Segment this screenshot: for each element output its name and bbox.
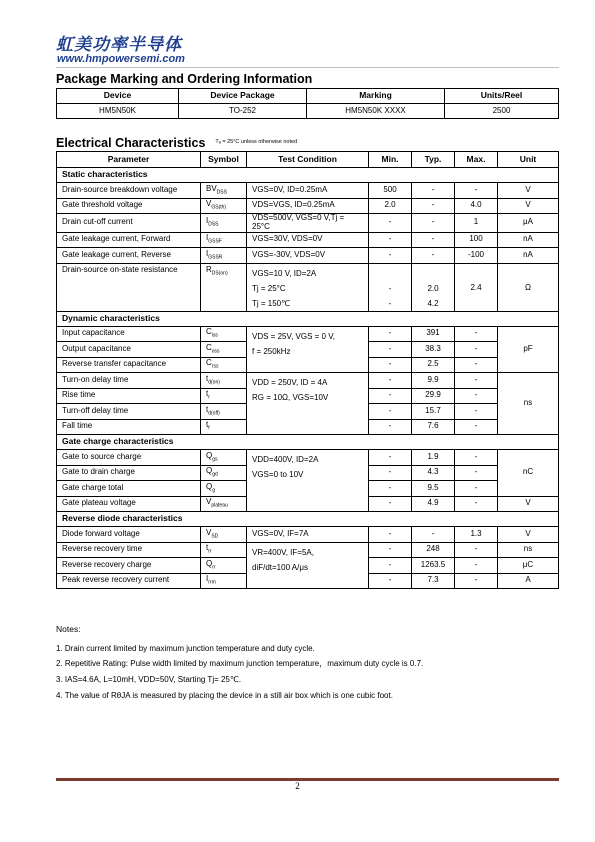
unit-cell: μA: [498, 214, 559, 233]
unit-cell: ns: [498, 373, 559, 435]
min-cell: -: [369, 558, 412, 574]
electrical-condition: Tₐ = 25°C unless otherwise noted: [215, 139, 298, 145]
table-row: [57, 183, 559, 199]
max-cell: -: [455, 388, 498, 404]
typ-cell: -: [412, 232, 455, 248]
symbol-subscript: plateau: [211, 502, 228, 509]
symbol-cell: [201, 465, 247, 481]
min-cell: -: [369, 481, 412, 497]
symbol-main: Q: [206, 558, 213, 568]
test-condition-cell: VGS=30V, VDS=0V: [247, 232, 369, 248]
unit-cell: A: [498, 573, 559, 589]
parameter-cell: Gate to source charge: [57, 450, 201, 466]
unit-cell: pF: [498, 326, 559, 373]
typ-cell: -: [412, 198, 455, 214]
test-condition-line: VR=400V, IF=5A,: [252, 547, 314, 557]
typ-cell: [412, 263, 455, 311]
section-static: [57, 168, 559, 183]
ordering-col-units: Units/Reel: [445, 89, 559, 104]
symbol-subscript: r: [208, 394, 210, 401]
section-reverse-diode-label: Reverse diode characteristics: [57, 512, 559, 527]
table-row: [57, 198, 559, 214]
min-cell: -: [369, 465, 412, 481]
symbol-subscript: DS(on): [211, 270, 228, 277]
symbol-cell: [201, 542, 247, 558]
symbol-cell: [201, 527, 247, 543]
table-row: [57, 527, 559, 543]
typ-cell: -: [412, 214, 455, 233]
symbol-cell: [201, 404, 247, 420]
table-row: [57, 542, 559, 558]
min-cell: -: [369, 232, 412, 248]
min-cell-value: -: [388, 298, 392, 308]
symbol-main: t: [206, 373, 209, 383]
parameter-cell: Drain cut-off current: [57, 214, 201, 233]
symbol-main: V: [206, 199, 212, 209]
symbol-main: I: [206, 216, 209, 226]
unit-cell: nA: [498, 248, 559, 264]
test-condition-line: RG = 10Ω, VGS=10V: [252, 393, 329, 403]
parameter-cell: Diode forward voltage: [57, 527, 201, 543]
typ-cell: 248: [412, 542, 455, 558]
typ-cell-value: 4.2: [427, 298, 439, 308]
unit-cell: V: [498, 183, 559, 199]
symbol-cell: [201, 214, 247, 233]
parameter-cell: Drain-source on-state resistance: [57, 263, 201, 311]
min-cell: -: [369, 542, 412, 558]
symbol-main: t: [206, 543, 209, 553]
min-cell: -: [369, 573, 412, 589]
test-condition-cell: [247, 450, 369, 512]
symbol-main: V: [206, 527, 212, 537]
typ-cell: 29.9: [412, 388, 455, 404]
parameter-cell: Gate threshold voltage: [57, 198, 201, 214]
parameter-cell: Gate leakage current, Reverse: [57, 248, 201, 264]
company-name: 虹美功率半导体: [56, 35, 182, 55]
typ-cell: 38.3: [412, 342, 455, 358]
parameter-cell: Peak reverse recovery current: [57, 573, 201, 589]
min-cell: -: [369, 450, 412, 466]
header-divider: [56, 67, 559, 68]
symbol-main: C: [206, 327, 212, 337]
typ-cell: -: [412, 183, 455, 199]
parameter-cell: Fall time: [57, 419, 201, 435]
symbol-cell: [201, 326, 247, 342]
max-cell: -: [455, 558, 498, 574]
min-cell: -: [369, 373, 412, 389]
symbol-main: Q: [206, 450, 213, 460]
page-number: 2: [295, 781, 300, 791]
typ-cell: 2.5: [412, 357, 455, 373]
col-parameter: Parameter: [57, 152, 201, 168]
test-condition-cell: VGS=0V, IF=7A: [247, 527, 369, 543]
ordering-col-marking: Marking: [307, 89, 445, 104]
parameter-cell: Input capacitance: [57, 326, 201, 342]
max-cell: -: [455, 342, 498, 358]
symbol-main: BV: [206, 183, 217, 193]
typ-cell: 4.9: [412, 496, 455, 512]
unit-cell: μC: [498, 558, 559, 574]
min-cell-value: -: [388, 283, 392, 293]
symbol-cell: [201, 263, 247, 311]
min-cell: -: [369, 326, 412, 342]
typ-cell: 9.5: [412, 481, 455, 497]
col-max: Max.: [455, 152, 498, 168]
parameter-cell: Rise time: [57, 388, 201, 404]
test-condition-line: VDD=400V, ID=2A: [252, 455, 319, 465]
min-cell: -: [369, 248, 412, 264]
min-cell: 2.0: [369, 198, 412, 214]
symbol-subscript: rr: [212, 564, 216, 571]
col-min: Min.: [369, 152, 412, 168]
unit-cell: V: [498, 527, 559, 543]
notes: [56, 622, 559, 704]
symbol-subscript: d(off): [208, 410, 220, 417]
test-condition-line: f = 250kHz: [252, 346, 291, 356]
max-cell: -: [455, 450, 498, 466]
ordering-row: [57, 104, 559, 119]
symbol-main: I: [206, 248, 209, 258]
symbol-cell: [201, 373, 247, 389]
note-item: 2. Repetitive Rating: Pulse width limited by maximum junction temperature，maximum duty cycle is 0.7.: [56, 659, 424, 669]
ordering-title: Package Marking and Ordering Information: [56, 72, 313, 86]
typ-cell: 391: [412, 326, 455, 342]
section-dynamic-label: Dynamic characteristics: [57, 311, 559, 326]
symbol-subscript: f: [208, 425, 210, 432]
note-item: 1. Drain current limited by maximum junction temperature and duty cycle.: [56, 643, 315, 653]
symbol-subscript: DSS: [216, 189, 227, 196]
test-condition-line: Tj = 25°C: [252, 283, 286, 293]
unit-cell: V: [498, 198, 559, 214]
section-gate-charge: [57, 435, 559, 450]
test-condition-line: VDS = 25V, VGS = 0 V,: [252, 331, 336, 341]
section-gate-charge-label: Gate charge characteristics: [57, 435, 559, 450]
max-cell: 4.0: [455, 198, 498, 214]
typ-cell-value: 2.0: [427, 283, 439, 293]
note-item: 4. The value of RθJA is measured by placing the device in a still air box which is one cubic foot.: [56, 690, 393, 700]
symbol-main: C: [206, 358, 212, 368]
symbol-cell: [201, 342, 247, 358]
min-cell: -: [369, 419, 412, 435]
symbol-subscript: rr: [208, 548, 212, 555]
note-item: 3. IAS=4.6A, L=10mH, VDD=50V, Starting Tj= 25℃.: [56, 675, 242, 685]
typ-cell: 9.9: [412, 373, 455, 389]
min-cell: -: [369, 496, 412, 512]
typ-cell: 7.6: [412, 419, 455, 435]
min-cell: -: [369, 357, 412, 373]
symbol-subscript: rrm: [208, 579, 216, 586]
unit-cell: Ω: [498, 263, 559, 311]
symbol-subscript: oss: [211, 348, 220, 355]
test-condition-line: Tj = 150℃: [252, 298, 291, 308]
test-condition-cell: VGS=0V, ID=0.25mA: [247, 183, 369, 199]
ordering-col-device: Device: [57, 89, 179, 104]
max-cell: -: [455, 404, 498, 420]
symbol-subscript: iss: [211, 332, 218, 339]
parameter-cell: Gate plateau voltage: [57, 496, 201, 512]
test-condition-cell: [247, 326, 369, 373]
typ-cell: -: [412, 248, 455, 264]
table-row: [57, 214, 559, 233]
test-condition-cell: [247, 373, 369, 435]
parameter-cell: Output capacitance: [57, 342, 201, 358]
col-unit: Unit: [498, 152, 559, 168]
table-row: [57, 373, 559, 389]
symbol-cell: [201, 481, 247, 497]
table-row-rds-on: [57, 263, 559, 311]
parameter-cell: Turn-on delay time: [57, 373, 201, 389]
parameter-cell: Reverse recovery charge: [57, 558, 201, 574]
section-dynamic: [57, 311, 559, 326]
symbol-subscript: GSSR: [208, 254, 223, 261]
symbol-cell: [201, 183, 247, 199]
min-cell: -: [369, 527, 412, 543]
electrical-title-block: [56, 136, 297, 150]
max-cell: -: [455, 183, 498, 199]
ordering-table: [56, 88, 559, 119]
col-typ: Typ.: [412, 152, 455, 168]
symbol-cell: [201, 558, 247, 574]
max-cell: -: [455, 465, 498, 481]
ordering-units: 2500: [445, 104, 559, 119]
symbol-cell: [201, 248, 247, 264]
test-condition-line: diF/dt=100 A/μs: [252, 562, 308, 572]
parameter-cell: Gate to drain charge: [57, 465, 201, 481]
test-condition-line: VGS=10 V, ID=2A: [252, 268, 317, 278]
parameter-cell: Gate leakage current, Forward: [57, 232, 201, 248]
table-row: [57, 450, 559, 466]
min-cell: -: [369, 342, 412, 358]
unit-cell: V: [498, 496, 559, 512]
unit-cell: nA: [498, 232, 559, 248]
max-cell: -: [455, 496, 498, 512]
notes-heading: Notes:: [56, 624, 81, 634]
company-website: www.hmpowersemi.com: [57, 53, 185, 65]
typ-cell: -: [412, 527, 455, 543]
symbol-cell: [201, 232, 247, 248]
symbol-main: C: [206, 342, 212, 352]
min-cell: [369, 263, 412, 311]
symbol-cell: [201, 450, 247, 466]
electrical-table: [56, 151, 559, 589]
symbol-main: V: [206, 497, 212, 507]
max-cell: -: [455, 573, 498, 589]
typ-cell: 1263.5: [412, 558, 455, 574]
parameter-cell: Turn-off delay time: [57, 404, 201, 420]
max-cell: -: [455, 542, 498, 558]
min-cell: -: [369, 404, 412, 420]
max-cell: 2.4: [455, 263, 498, 311]
section-static-label: Static characteristics: [57, 168, 559, 183]
symbol-subscript: rss: [211, 363, 219, 370]
test-condition-cell: VDS=500V, VGS=0 V,Tj = 25°C: [247, 214, 369, 233]
symbol-cell: [201, 496, 247, 512]
symbol-cell: [201, 357, 247, 373]
symbol-subscript: d(on): [208, 379, 220, 386]
typ-cell: 7.3: [412, 573, 455, 589]
symbol-cell: [201, 573, 247, 589]
ordering-header-row: [57, 89, 559, 104]
symbol-cell: [201, 198, 247, 214]
symbol-main: Q: [206, 466, 213, 476]
max-cell: 100: [455, 232, 498, 248]
max-cell: -: [455, 326, 498, 342]
min-cell: 500: [369, 183, 412, 199]
col-symbol: Symbol: [201, 152, 247, 168]
parameter-cell: Drain-source breakdown voltage: [57, 183, 201, 199]
max-cell: 1.3: [455, 527, 498, 543]
symbol-main: Q: [206, 481, 213, 491]
symbol-main: t: [206, 420, 209, 430]
table-row: [57, 326, 559, 342]
max-cell: -: [455, 481, 498, 497]
symbol-subscript: DSS: [208, 221, 219, 228]
max-cell: -: [455, 373, 498, 389]
electrical-header-row: [57, 152, 559, 168]
table-row: [57, 232, 559, 248]
symbol-subscript: gs: [212, 456, 218, 463]
ordering-col-package: Device Package: [179, 89, 307, 104]
typ-cell: 1.9: [412, 450, 455, 466]
unit-cell: nC: [498, 450, 559, 497]
test-condition-line: VGS=0 to 10V: [252, 470, 304, 480]
symbol-main: t: [206, 389, 209, 399]
symbol-subscript: SD: [211, 533, 219, 540]
symbol-subscript: GS(th): [211, 204, 227, 211]
ordering-device: HM5N50K: [57, 104, 179, 119]
symbol-cell: [201, 388, 247, 404]
symbol-cell: [201, 419, 247, 435]
parameter-cell: Reverse recovery time: [57, 542, 201, 558]
max-cell: -: [455, 357, 498, 373]
parameter-cell: Gate charge total: [57, 481, 201, 497]
max-cell: 1: [455, 214, 498, 233]
section-reverse-diode: [57, 512, 559, 527]
symbol-main: R: [206, 264, 212, 274]
test-condition-cell: [247, 542, 369, 589]
min-cell: -: [369, 214, 412, 233]
electrical-body: [57, 168, 559, 589]
symbol-subscript: gd: [212, 471, 218, 478]
ordering-marking: HM5N50K XXXX: [307, 104, 445, 119]
test-condition-cell: VDS=VGS, ID=0.25mA: [247, 198, 369, 214]
typ-cell: 15.7: [412, 404, 455, 420]
typ-cell: 4.3: [412, 465, 455, 481]
electrical-title: Electrical Characteristics: [56, 136, 206, 150]
table-row: [57, 248, 559, 264]
test-condition-cell: VGS=-30V, VDS=0V: [247, 248, 369, 264]
test-condition-cell: [247, 263, 369, 311]
parameter-cell: Reverse transfer capacitance: [57, 357, 201, 373]
max-cell: -100: [455, 248, 498, 264]
symbol-main: I: [206, 574, 209, 584]
min-cell: -: [369, 388, 412, 404]
test-condition-line: VDD = 250V, ID = 4A: [252, 378, 328, 388]
symbol-subscript: GSSF: [208, 238, 222, 245]
col-test-condition: Test Condition: [247, 152, 369, 168]
symbol-main: I: [206, 233, 209, 243]
symbol-main: t: [206, 404, 209, 414]
ordering-package: TO-252: [179, 104, 307, 119]
symbol-subscript: g: [212, 487, 216, 494]
max-cell: -: [455, 419, 498, 435]
unit-cell: ns: [498, 542, 559, 558]
